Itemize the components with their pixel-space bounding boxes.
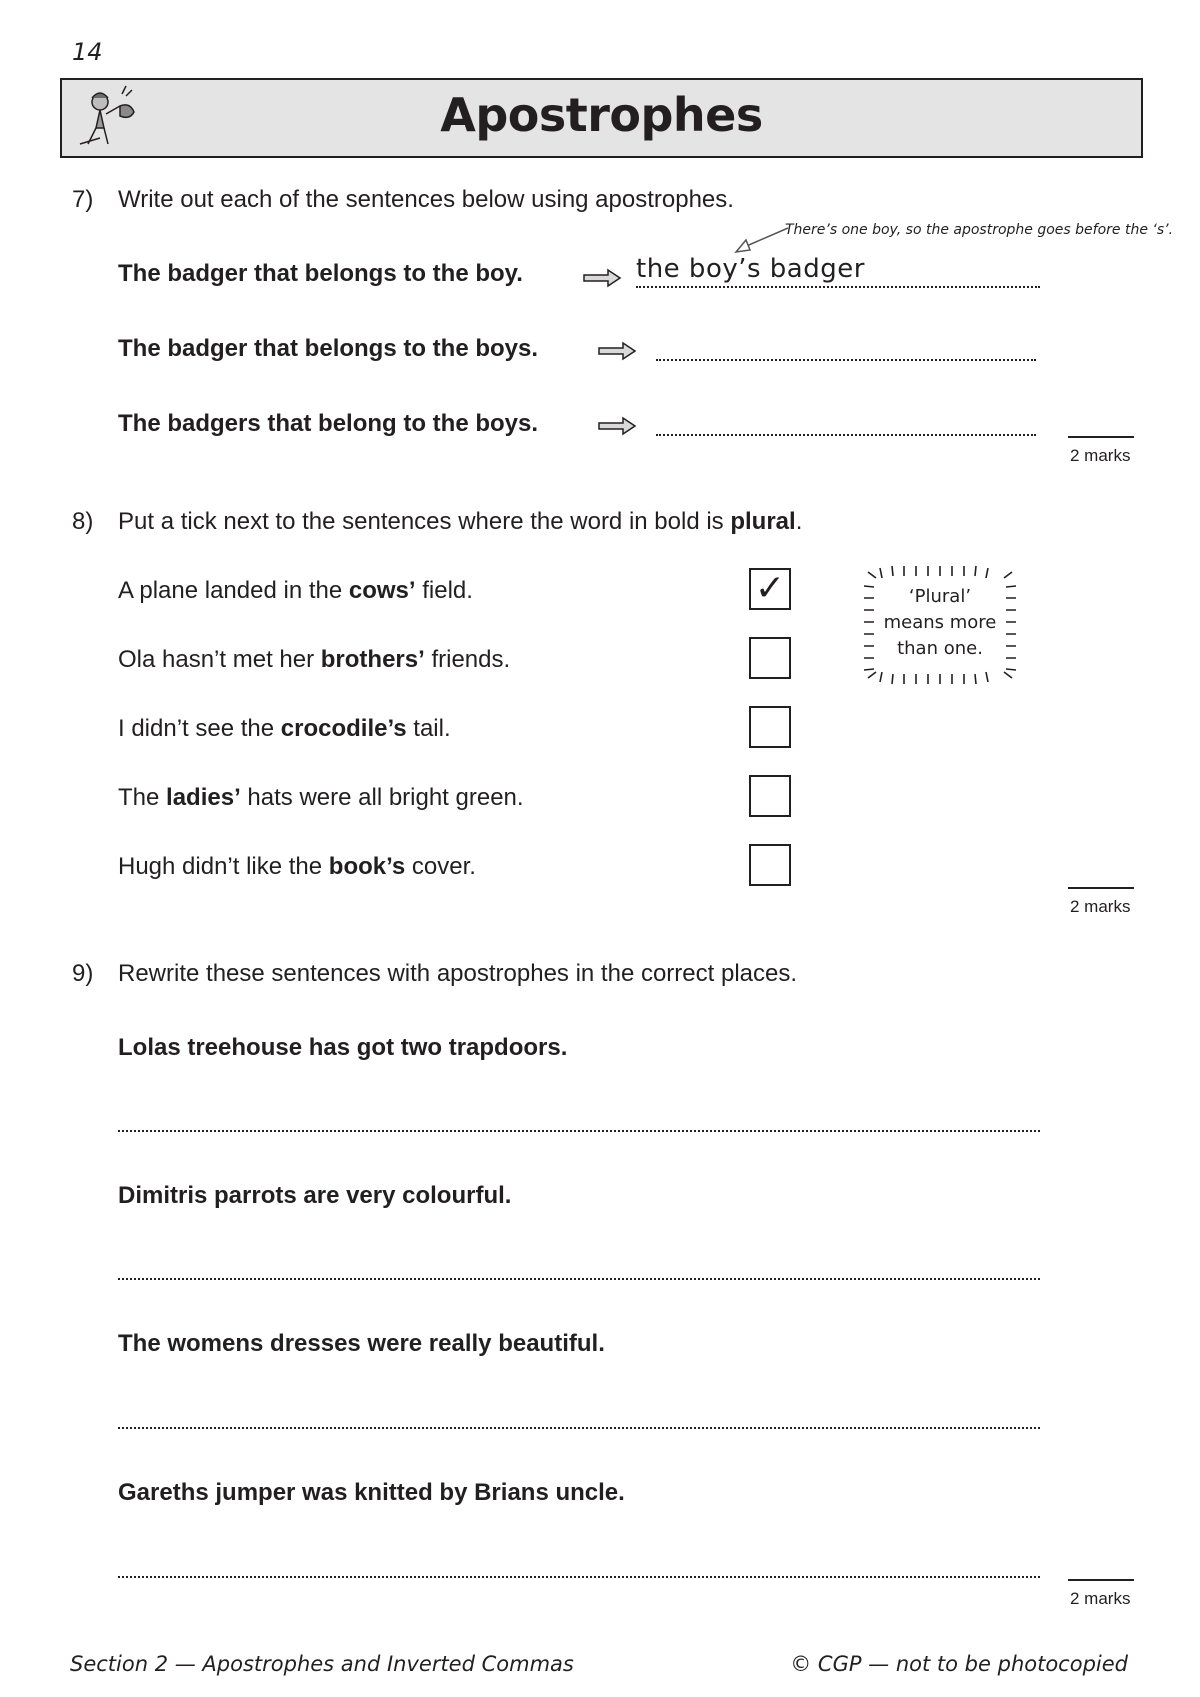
q7-number: 7) [72,186,94,213]
q7-answer-1: the boy’s badger [636,254,865,284]
q9-marks-box[interactable] [1068,1579,1134,1581]
q7-marks-label: 2 marks [1070,446,1131,465]
plural-note-line: than one. [897,638,983,659]
answer-line-1[interactable] [636,286,1040,288]
q9-sentence-3: The womens dresses were really beautiful. [118,1330,605,1357]
q8-number: 8) [72,508,94,535]
tickbox-3[interactable] [749,706,791,748]
rewrite-line-1[interactable] [118,1130,1040,1132]
q9-sentence-1: Lolas treehouse has got two trapdoors. [118,1034,568,1061]
answer-line-3[interactable] [656,434,1036,436]
right-arrow-icon [597,416,637,436]
tickbox-4[interactable] [749,775,791,817]
tickbox-1[interactable] [749,568,791,610]
q8-sentence-3: I didn’t see the crocodile’s tail. [118,715,451,742]
q9-number: 9) [72,960,94,987]
title-banner [60,78,1143,158]
q9-sentence-2: Dimitris parrots are very colourful. [118,1182,512,1209]
tickbox-5[interactable] [749,844,791,886]
q7-sentence-1: The badger that belongs to the boy. [118,260,523,287]
rewrite-line-4[interactable] [118,1576,1040,1578]
q7-hint-note: There’s one boy, so the apostrophe goes before the ‘s’. [785,222,1174,238]
q8-sentence-2: Ola hasn’t met her brothers’ friends. [118,646,511,673]
q8-sentence-5: Hugh didn’t like the book’s cover. [118,853,476,880]
rewrite-line-3[interactable] [118,1427,1040,1429]
page-title: Apostrophes [440,88,763,142]
plural-note-text [876,584,1004,662]
q8-prompt: Put a tick next to the sentences where the word in bold is plural. [118,508,803,535]
answer-line-2[interactable] [656,359,1036,361]
q7-sentence-2: The badger that belongs to the boys. [118,335,539,362]
footer-copyright: © CGP — not to be photocopied [790,1652,1128,1676]
page-number: 14 [72,38,103,66]
right-arrow-icon [597,341,637,361]
q8-sentence-4: The ladies’ hats were all bright green. [118,784,524,811]
plural-note-line: means more [883,612,997,633]
right-arrow-icon [582,268,622,288]
q7-prompt: Write out each of the sentences below using apostrophes. [118,186,734,213]
q9-sentence-4: Gareths jumper was knitted by Brians uncle. [118,1479,625,1506]
q9-marks-label: 2 marks [1070,1589,1131,1608]
plural-note-line: ‘Plural’ [908,586,972,607]
q9-prompt: Rewrite these sentences with apostrophes in the correct places. [118,960,798,987]
rewrite-line-2[interactable] [118,1278,1040,1280]
q7-marks-box[interactable] [1068,436,1134,438]
q8-marks-label: 2 marks [1070,897,1131,916]
tick-mark-icon: ✓ [754,568,786,609]
q7-sentence-3: The badgers that belong to the boys. [118,410,539,437]
q8-sentence-1: A plane landed in the cows’ field. [118,577,473,604]
tickbox-2[interactable] [749,637,791,679]
footer-section-label: Section 2 — Apostrophes and Inverted Commas [70,1652,574,1676]
q8-marks-box[interactable] [1068,887,1134,889]
hint-arrow-icon [730,226,790,256]
